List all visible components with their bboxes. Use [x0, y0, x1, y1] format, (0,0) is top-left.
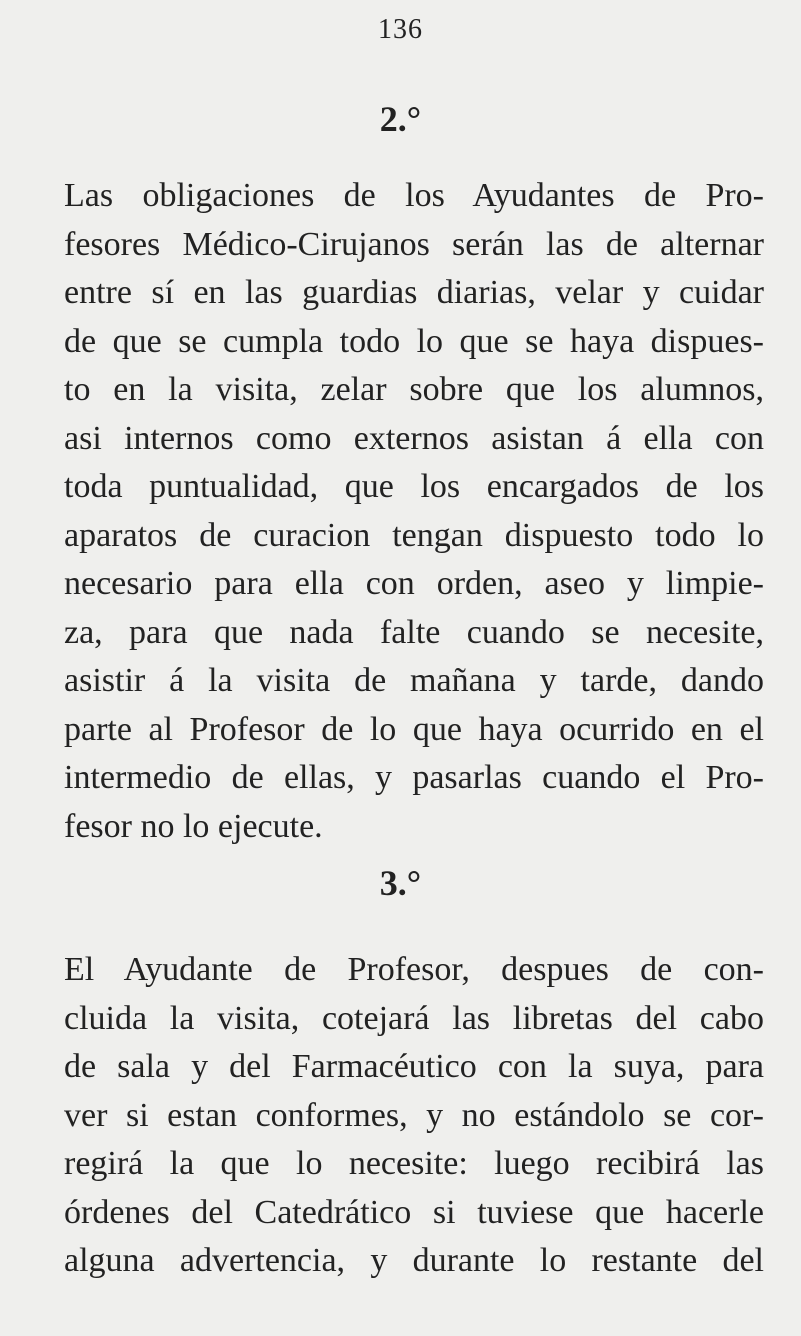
paragraph [64, 172, 764, 851]
text-line: ver si estan conformes, y no estándolo se cor- [64, 1096, 764, 1134]
text-line: fesor no lo ejecute. [64, 807, 323, 845]
text-line: órdenes del Catedrático si tuviese que hacerle [64, 1193, 764, 1231]
text-line: asi internos como externos asistan á ella con [64, 419, 764, 457]
text-line: de que se cumpla todo lo que se haya dispues- [64, 322, 764, 360]
text-line: aparatos de curacion tengan dispuesto todo lo [64, 516, 764, 554]
text-line: necesario para ella con orden, aseo y limpie- [64, 565, 764, 602]
page-number: 136 [378, 14, 423, 45]
text-line: regirá la que lo necesite: luego recibirá las [64, 1145, 764, 1182]
section-number: 2.° [379, 99, 422, 139]
text-line: to en la visita, zelar sobre que los alumnos, [64, 371, 764, 408]
paragraph [64, 946, 764, 1286]
text-line: cluida la visita, cotejará las libretas del cabo [64, 999, 764, 1037]
text-line: de sala y del Farmacéutico con la suya, para [64, 1048, 764, 1085]
text-line: El Ayudante de Profesor, despues de con- [64, 951, 764, 988]
text-line: za, para que nada falte cuando se necesite, [64, 613, 764, 651]
section-number: 3.° [379, 863, 422, 903]
text-line: Las obligaciones de los Ayudantes de Pro- [64, 177, 764, 214]
text-line: intermedio de ellas, y pasarlas cuando el Pro- [64, 759, 764, 796]
text-line: alguna advertencia, y durante lo restante del [64, 1242, 764, 1279]
text-line: asistir á la visita de mañana y tarde, dando [64, 662, 764, 699]
text-line: toda puntualidad, que los encargados de los [64, 468, 764, 505]
text-line: entre sí en las guardias diarias, velar y cuidar [64, 274, 764, 311]
text-line: fesores Médico-Cirujanos serán las de alternar [64, 225, 764, 263]
text-line: parte al Profesor de lo que haya ocurrido en el [64, 710, 764, 748]
